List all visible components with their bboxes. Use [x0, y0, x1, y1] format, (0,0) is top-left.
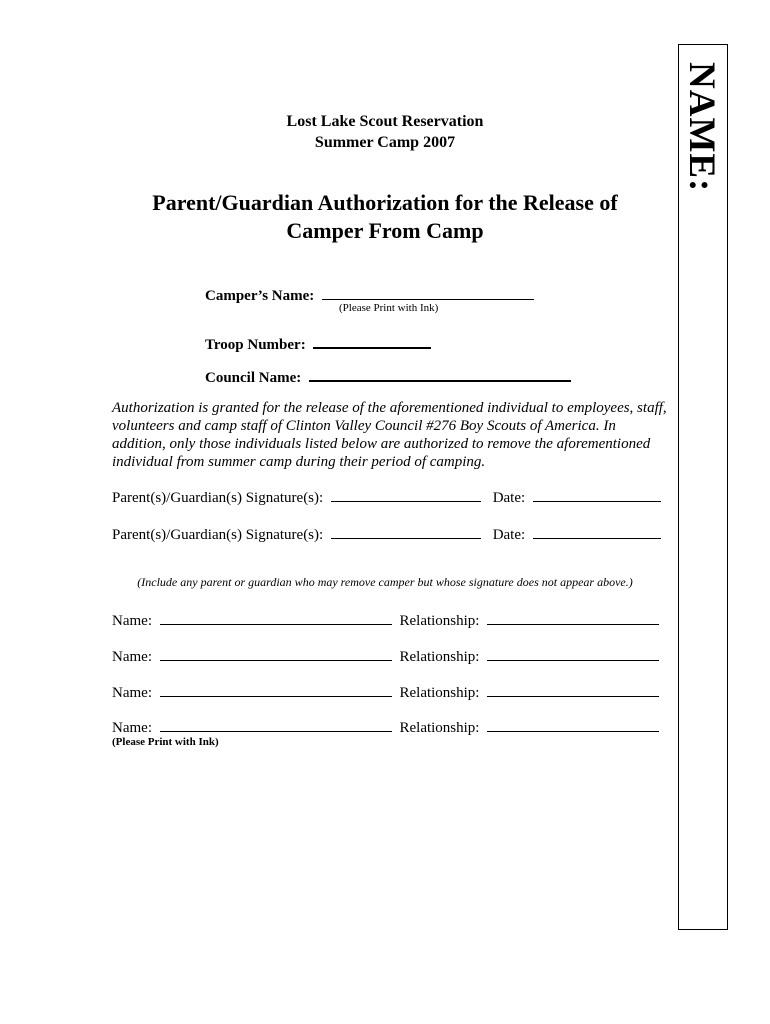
relationship-label: Relationship:	[399, 613, 480, 629]
campers-name-label: Camper’s Name:	[205, 288, 315, 304]
campers-name-field[interactable]	[322, 284, 534, 300]
name-label: Name:	[112, 649, 152, 665]
date-label: Date:	[492, 527, 526, 543]
relationship-label: Relationship:	[399, 685, 480, 701]
event-name: Summer Camp 2007	[314, 134, 456, 151]
name-label: Name:	[112, 720, 152, 736]
name-field[interactable]	[160, 645, 392, 661]
campers-name-hint: (Please Print with Ink)	[339, 302, 439, 314]
date-field[interactable]	[533, 486, 661, 502]
name-field[interactable]	[160, 609, 392, 625]
authorized-person-row	[112, 716, 659, 737]
signature-row	[112, 523, 661, 544]
council-name-label: Council Name:	[205, 370, 302, 386]
relationship-field[interactable]	[487, 681, 659, 697]
relationship-field[interactable]	[487, 716, 659, 732]
relationship-field[interactable]	[487, 609, 659, 625]
authorized-person-row	[112, 681, 659, 702]
signature-label: Parent(s)/Guardian(s) Signature(s):	[112, 527, 324, 543]
form-title-line2: Camper From Camp	[286, 218, 484, 243]
authorized-person-row	[112, 609, 659, 630]
troop-number-label: Troop Number:	[205, 337, 306, 353]
signature-field[interactable]	[331, 523, 481, 539]
date-label: Date:	[492, 490, 526, 506]
signature-field[interactable]	[331, 486, 481, 502]
council-name-row	[205, 365, 571, 387]
authorized-person-row	[112, 645, 659, 666]
date-field[interactable]	[533, 523, 661, 539]
council-name-field[interactable]	[309, 365, 571, 382]
name-label: Name:	[112, 613, 152, 629]
name-label: Name:	[112, 685, 152, 701]
side-name-label: NAME:	[681, 62, 722, 193]
org-name: Lost Lake Scout Reservation	[286, 113, 484, 130]
relationship-label: Relationship:	[399, 720, 480, 736]
troop-number-field[interactable]	[313, 332, 431, 349]
print-note: (Please Print with Ink)	[112, 736, 219, 748]
name-field[interactable]	[160, 716, 392, 732]
signature-label: Parent(s)/Guardian(s) Signature(s):	[112, 490, 324, 506]
troop-number-row	[205, 332, 431, 354]
name-field[interactable]	[160, 681, 392, 697]
relationship-label: Relationship:	[399, 649, 480, 665]
include-note: (Include any parent or guardian who may remove camper but whose signature does not appear above.)	[137, 575, 633, 589]
authorization-paragraph: Authorization is granted for the release of the aforementioned individual to employees, staff, volunteers and camp staff of Clinton Valley Council #276 Boy Scouts of America. In addition, only those individuals listed below are authorized to remove the aforementioned individual from summer camp during their period of camping.	[112, 400, 667, 470]
form-title-line1: Parent/Guardian Authorization for the Release of	[152, 190, 618, 215]
relationship-field[interactable]	[487, 645, 659, 661]
signature-row	[112, 486, 661, 507]
